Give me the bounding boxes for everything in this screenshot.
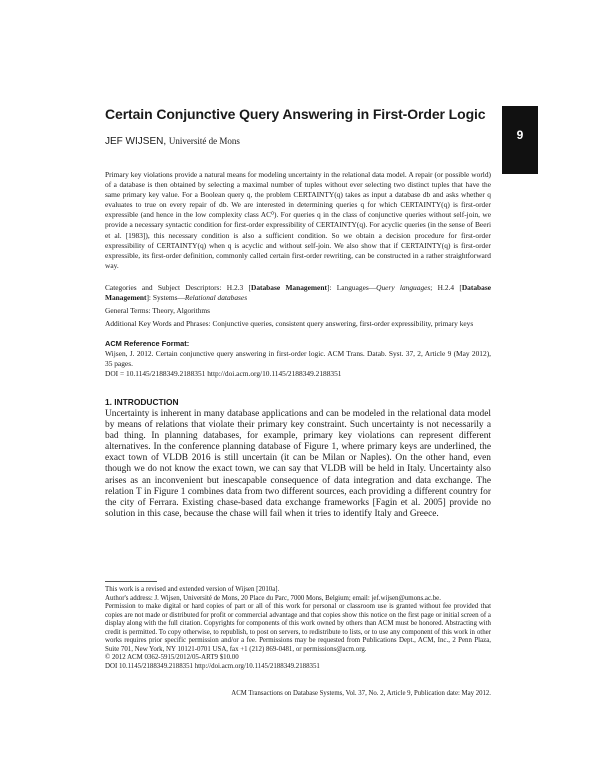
category-db-management-1: Database Management bbox=[250, 283, 327, 292]
reference-citation: Wijsen, J. 2012. Certain conjunctive query answering in first-order logic. ACM Trans. Datab. Syst. 37, 2, Article 9 (May 2012), 35 pages. bbox=[105, 349, 491, 369]
reference-format bbox=[105, 349, 491, 379]
section-heading: 1. INTRODUCTION bbox=[105, 397, 179, 407]
keywords: Additional Key Words and Phrases: Conjunctive queries, consistent query answering, first-order expressibility, primary keys bbox=[105, 319, 474, 328]
paper-title: Certain Conjunctive Query Answering in First-Order Logic bbox=[105, 106, 486, 122]
author-line bbox=[105, 136, 240, 147]
subject-descriptors bbox=[105, 283, 491, 303]
footnote-doi: DOI 10.1145/2188349.2188351 http://doi.acm.org/10.1145/2188349.2188351 bbox=[105, 662, 320, 670]
author-affiliation: Université de Mons bbox=[168, 136, 240, 146]
author-name: JEF WIJSEN, bbox=[105, 136, 167, 147]
footnote-rule bbox=[105, 581, 157, 582]
article-number-tab bbox=[502, 106, 538, 174]
reference-format-heading: ACM Reference Format: bbox=[105, 339, 190, 348]
categories-mid-2: ; H.2.4 [ bbox=[430, 283, 462, 292]
category-relational-databases: Relational databases bbox=[184, 293, 248, 303]
reference-doi: DOI = 10.1145/2188349.2188351 http://doi.acm.org/10.1145/2188349.2188351 bbox=[105, 369, 342, 379]
footnote-permission: Permission to make digital or hard copies of part or all of this work for personal or classroom use is granted without fee provided that copies are not made or distributed for profit or commercial advantage and that copies show this notice on the first page or initial screen of a display along with the full citation. Copyrights for components of this work owned by others than ACM must be honored. Abstracting with credit is permitted. To copy otherwise, to republish, to post on servers, to redistribute to lists, or to use any component of this work in other works requires prior specific permission and/or a fee. Permissions may be requested from Publications Dept., ACM, Inc., 2 Penn Plaza, Suite 701, New York, NY 10121-0701 USA, fax +1 (212) 869-0481, or permissions@acm.org. bbox=[105, 603, 491, 653]
category-query-languages: Query languages bbox=[376, 283, 431, 292]
journal-footer: ACM Transactions on Database Systems, Vol. 37, No. 2, Article 9, Publication date: May 2012. bbox=[231, 690, 491, 697]
footnotes bbox=[105, 586, 491, 671]
general-terms: General Terms: Theory, Algorithms bbox=[105, 306, 211, 315]
article-number: 9 bbox=[516, 128, 524, 142]
intro-paragraph: Uncertainty is inherent in many database applications and can be modeled in the relational data model by means of relations that violate their primary key constraint. Such uncertainty is not necessarily a bad thing. In planning databases, for example, primary key violations can represent different alternatives. In the conference planning database of Figure 1, where primary keys are underlined, the exact town of VLDB 2016 is still uncertain (it can be Milan or Naples). On the other hand, even though we do not know the exact town, we can say that VLDB will be held in Italy. Uncertainty also arises as an inconvenient but inescapable consequence of data integration and data exchange. The relation T in Figure 1 combines data from two different sources, each providing a different country for the city of Ferrara. Existing chase-based data exchange frameworks [Fagin et al. 2005] provide no solution in this case, because the chase will fail when it tries to identify Italy and Greece. bbox=[105, 409, 491, 519]
footnote-revised: This work is a revised and extended version of Wijsen [2010a]. bbox=[105, 586, 280, 593]
category-db-management-2: Database Management bbox=[105, 283, 491, 303]
footnote-copyright: © 2012 ACM 0362-5915/2012/05-ART9 $10.00 bbox=[105, 654, 239, 662]
categories-label: Categories and Subject Descriptors: H.2.3 [ bbox=[105, 283, 251, 292]
footnote-address: Author's address: J. Wijsen, Université de Mons, 20 Place du Parc, 7000 Mons, Belgium; email: jef.wijsen@umons.ac.be. bbox=[105, 594, 441, 602]
categories-mid-1: ]: Languages— bbox=[326, 283, 377, 292]
abstract: Primary key violations provide a natural means for modeling uncertainty in the relational data model. A repair (or possible world) of a database is then obtained by selecting a maximal number of tuples without ever selecting two distinct tuples that have the same primary key value. For a Boolean query q, the problem CERTAINTY(q) takes as input a database db and asks whether q evaluates to true on every repair of db. We are interested in determining queries q for which CERTAINTY(q) is first-order expressible (and hence in the low complexity class AC⁰). For queries q in the class of conjunctive queries without self-join, we provide a necessary syntactic condition for first-order expressibility of CERTAINTY(q). For acyclic queries (in the sense of Beeri et al. [1983]), this necessary condition is also a sufficient condition. So we obtain a decision procedure for first-order expressibility of CERTAINTY(q) when q is acyclic and without self-join. We also show that if CERTAINTY(q) is first-order expressible, its first-order definition, commonly called certain first-order rewriting, can be constructed in a rather straightforward way. bbox=[105, 170, 491, 270]
categories-mid-3: ]: Systems— bbox=[146, 293, 185, 303]
